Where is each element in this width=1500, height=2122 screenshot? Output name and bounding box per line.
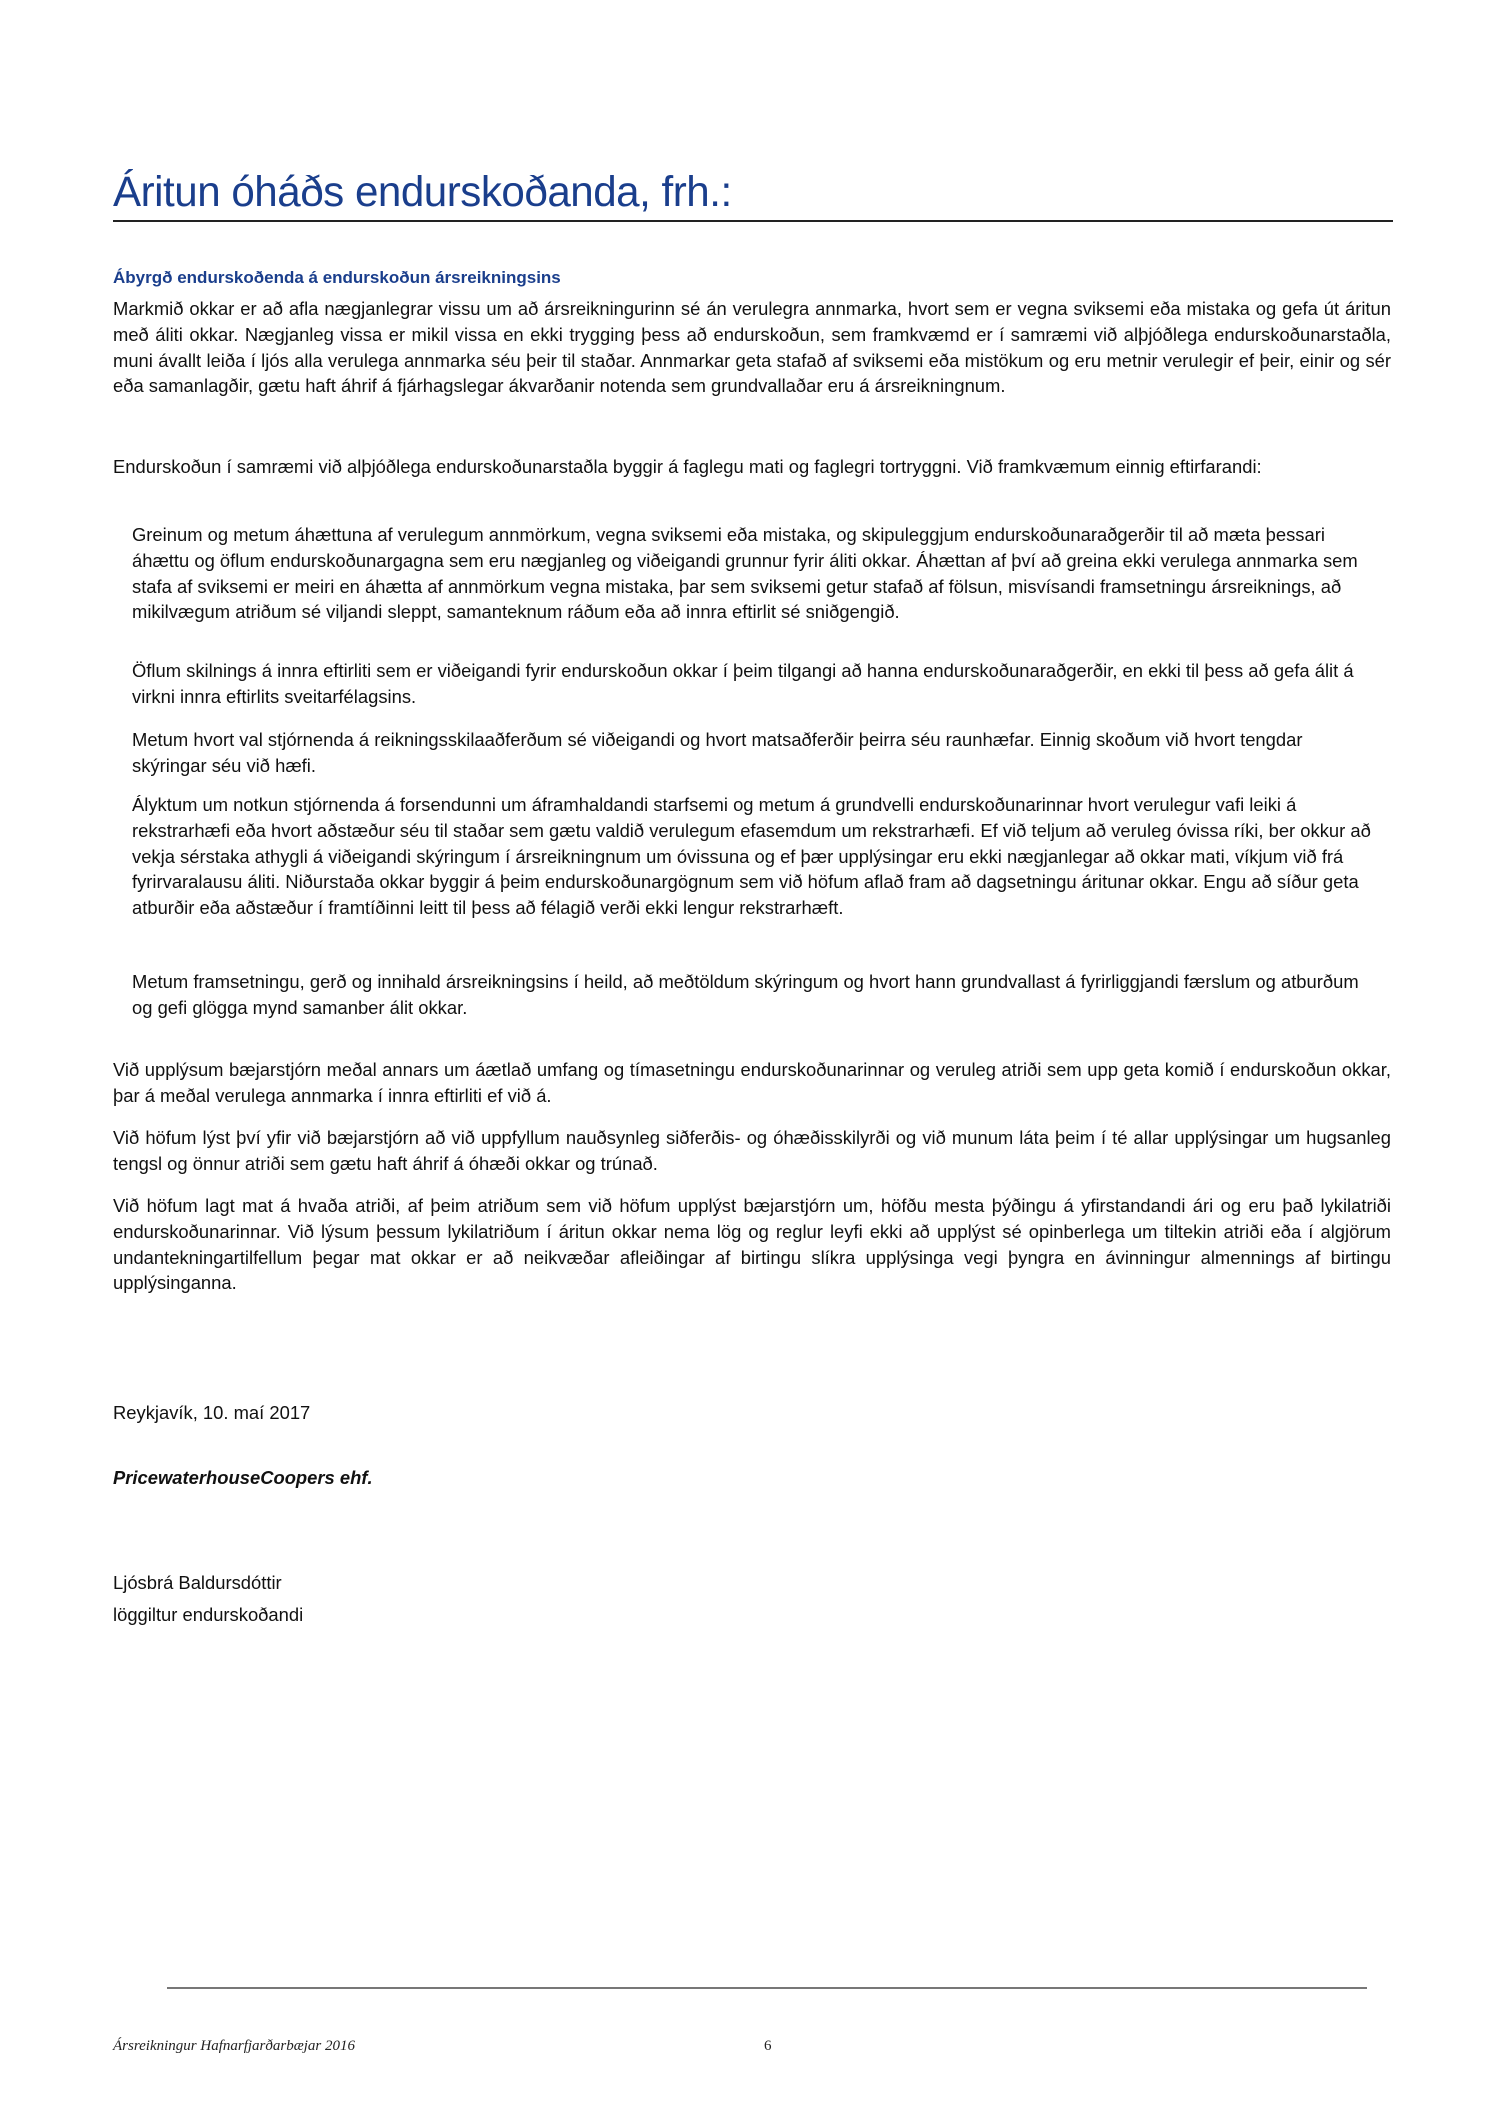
paragraph-independence: Við höfum lýst því yfir við bæjarstjórn að við uppfyllum nauðsynleg siðferðis- og óhæðisskilyrði og við munum láta þeim í té allar upplýsingar um hugsanleg tengsl og önnur atriði sem gætu haft áhrif á óhæði okkar og trúnað. [113,1127,1391,1174]
paragraph-objective: Markmið okkar er að afla nægjanlegrar vissu um að ársreikningurinn sé án verulegra annmarka, hvort sem er vegna sviksemi eða mistaka og gefa út áritun með áliti okkar. Nægjanleg vissa er mikil vissa en ekki trygging þess að endurskoðun, sem framkvæmd er í samræmi við alþjóðlega endurskoðunarstaðla, muni ávallt leiða í ljós alla verulega annmarka séu þeir til staðar. Annmarkar geta stafað af sviksemi eða mistökum og eru metnir verulegir ef þeir, einir og sér eða samanlagðir, gætu haft áhrif á fjárhagslegar ákvarðanir notenda sem grundvallaðar eru á ársreikningnum. [113,298,1391,397]
signature-name: Ljósbrá Baldursdóttir [113,1572,282,1593]
list-item-accounting-policies: Metum hvort val stjórnenda á reikningsskilaaðferðum sé viðeigandi og hvort matsaðferðir þeirra séu raunhæfar. Einnig skoðum við hvort tengdar skýringar séu við hæfi. [132,729,1303,776]
title-divider [113,220,1393,222]
list-item-going-concern: Ályktum um notkun stjórnenda á forsendunni um áframhaldandi starfsemi og metum á grundvelli endurskoðunarinnar hvort verulegur vafi leiki á rekstrarhæfi eða hvort aðstæður séu til staðar sem gætu valdið verulegum efasemdum um rekstrarhæfi. Ef við teljum að veruleg óvissa ríki, ber okkur að vekja sérstaka athygli á viðeigandi skýringum í ársreikningnum um óvissuna og ef þær upplýsingar eru ekki nægjanlegar að okkar mati, víkjum við frá fyrirvaralausu áliti. Niðurstaða okkar byggir á þeim endurskoðunargögnum sem við höfum aflað fram að dagsetningu áritunar okkar. Engu að síður geta atburðir eða aðstæður í framtíðinni leitt til þess að félagið verði ekki lengur rekstrarhæft. [132,794,1371,919]
list-item-presentation: Metum framsetningu, gerð og innihald ársreikningsins í heild, að meðtöldum skýringum og hvort hann grundvallast á fyrirliggjandi færslum og atburðum og gefi glögga mynd samanber álit okkar. [132,971,1359,1018]
footer-document-title: Ársreikningur Hafnarfjarðarbæjar 2016 [113,2038,355,2054]
signature-title: löggiltur endurskoðandi [113,1604,304,1625]
signature-firm: PricewaterhouseCoopers ehf. [113,1467,373,1488]
footer-page-number: 6 [764,2038,772,2054]
signature-place-date: Reykjavík, 10. maí 2017 [113,1402,311,1423]
footer-divider [167,1987,1367,1989]
page-title: Áritun óháðs endurskoðanda, frh.: [113,168,732,216]
paragraph-communication: Við upplýsum bæjarstjórn meðal annars um áætlað umfang og tímasetningu endurskoðunarinnar og veruleg atriði sem upp geta komið í endurskoðun okkar, þar á meðal verulega annmarka í innra eftirliti ef við á. [113,1059,1391,1106]
section-heading: Ábyrgð endurskoðenda á endurskoðun ársreikningsins [113,268,561,287]
paragraph-audit-standards: Endurskoðun í samræmi við alþjóðlega endurskoðunarstaðla byggir á faglegu mati og faglegri tortryggni. Við framkvæmum einnig eftirfarandi: [113,456,1262,477]
paragraph-key-audit-matters: Við höfum lagt mat á hvaða atriði, af þeim atriðum sem við höfum upplýst bæjarstjórn um, höfðu mesta þýðingu á yfirstandandi ári og eru það lykilatriði endurskoðunarinnar. Við lýsum þessum lykilatriðum í áritun okkar nema lög og reglur leyfi ekki að upplýst sé opinberlega um tiltekin atriði eða í algjörum undantekningartilfellum þegar mat okkar er að neikvæðar afleiðingar af birtingu slíkra upplýsinga vegi þyngra en ávinningur almennings af birtingu upplýsinganna. [113,1195,1391,1294]
list-item-risk-assessment: Greinum og metum áhættuna af verulegum annmörkum, vegna sviksemi eða mistaka, og skipuleggjum endurskoðunaraðgerðir til að mæta þessari áhættu og öflum endurskoðunargagna sem eru nægjanleg og viðeigandi grunnur fyrir áliti okkar. Áhættan af því að greina ekki verulega annmarka sem stafa af sviksemi er meiri en áhætta af annmörkum vegna mistaka, þar sem sviksemi getur stafað af fölsun, misvísandi framsetningu ársreiknings, að mikilvægum atriðum sé viljandi sleppt, samanteknum ráðum eða að innra eftirlit sé sniðgengið. [132,524,1358,623]
list-item-internal-control: Öflum skilnings á innra eftirliti sem er viðeigandi fyrir endurskoðun okkar í þeim tilgangi að hanna endurskoðunaraðgerðir, en ekki til þess að gefa álit á virkni innra eftirlits sveitarfélagsins. [132,660,1354,707]
